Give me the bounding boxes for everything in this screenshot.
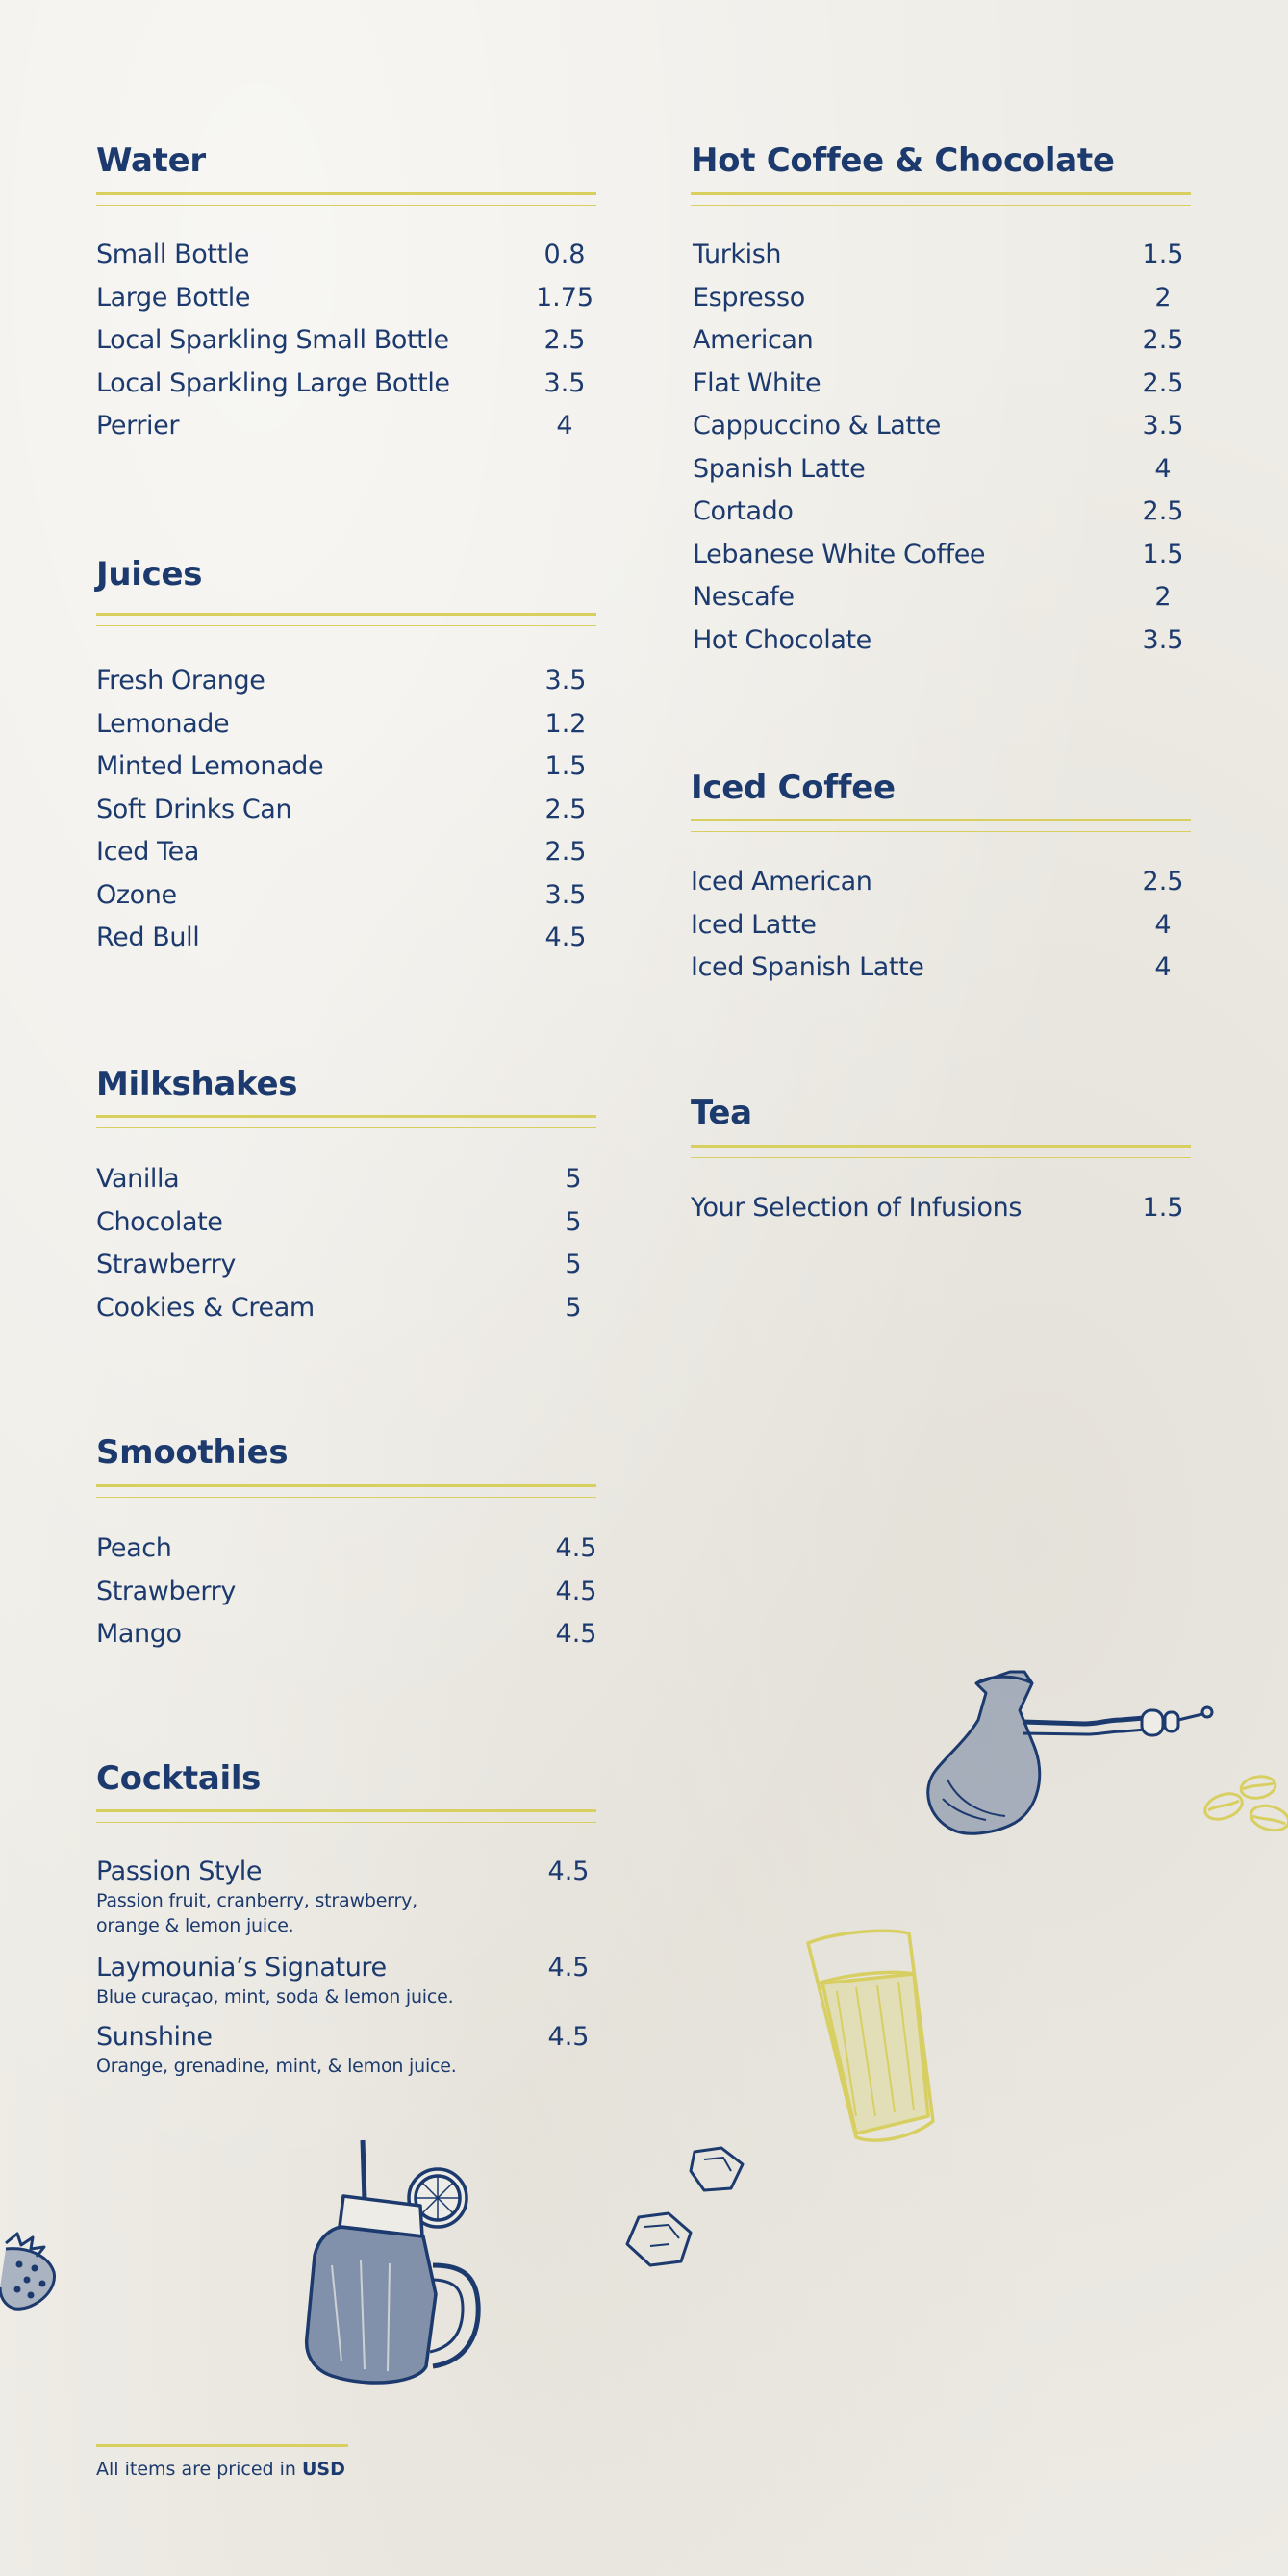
item-name: Spanish Latte — [693, 453, 866, 484]
section-juices — [96, 555, 596, 962]
item-price: 4 — [556, 411, 573, 441]
section-title: Water — [96, 141, 206, 180]
item-price: 4.5 — [555, 1576, 597, 1606]
coffee-beans-icon — [1193, 1770, 1288, 1837]
item-price: 4.5 — [547, 1856, 590, 1886]
menu-item — [96, 751, 596, 795]
item-name: Lebanese White Coffee — [693, 539, 986, 569]
item-name: Local Sparkling Large Bottle — [96, 367, 450, 398]
item-list — [691, 1193, 1191, 1236]
menu-item — [691, 910, 1191, 953]
item-price: 2.5 — [543, 325, 586, 355]
section-divider — [691, 819, 1191, 832]
item-name: Strawberry — [96, 1576, 236, 1606]
menu-item — [96, 1577, 596, 1620]
item-name: Nescafe — [693, 582, 795, 612]
item-name: Cookies & Cream — [96, 1292, 315, 1323]
item-price: 2.5 — [544, 837, 587, 867]
item-name: Turkish — [693, 240, 782, 269]
section-title: Tea — [691, 1094, 752, 1132]
menu-item — [96, 1856, 596, 1936]
menu-item — [96, 1953, 596, 2008]
item-name: Hot Chocolate — [693, 624, 871, 655]
item-price: 4 — [1154, 909, 1172, 940]
item-price: 3.5 — [544, 879, 587, 910]
item-name: Lemonade — [96, 708, 230, 739]
section-title: Milkshakes — [96, 1065, 298, 1103]
item-name: Red Bull — [96, 922, 200, 952]
section-divider — [691, 192, 1191, 206]
menu-item — [691, 368, 1191, 412]
item-name: Small Bottle — [96, 240, 250, 269]
item-name: Chocolate — [96, 1206, 223, 1237]
item-price: 3.5 — [1142, 411, 1184, 441]
item-name: Soft Drinks Can — [96, 794, 292, 824]
item-price: 1.5 — [1142, 1193, 1184, 1223]
menu-item — [691, 952, 1191, 996]
item-list — [96, 240, 596, 454]
item-name: Strawberry — [96, 1250, 236, 1279]
item-price: 2.5 — [544, 794, 587, 824]
menu-item — [691, 625, 1191, 669]
section-title: Juices — [96, 555, 203, 593]
menu-item — [96, 325, 596, 368]
item-list — [96, 1164, 596, 1335]
item-description: Passion fruit, cranberry, strawberry, — [96, 1890, 417, 1911]
menu-item — [96, 880, 596, 923]
item-price: 1.5 — [544, 751, 587, 781]
menu-item — [691, 582, 1191, 625]
item-price: 2 — [1154, 582, 1172, 612]
menu-item — [691, 867, 1191, 910]
item-name: Iced Latte — [691, 909, 817, 940]
section-cocktails — [96, 1759, 596, 2089]
pricing-note — [96, 2459, 345, 2480]
item-name: American — [693, 325, 814, 355]
item-price: 2.5 — [1142, 367, 1184, 398]
item-name: Espresso — [693, 282, 805, 313]
section-hot-coffee — [691, 141, 1191, 664]
section-smoothies — [96, 1433, 597, 1686]
menu-item — [96, 1207, 596, 1250]
menu-item — [691, 496, 1191, 540]
strawberry-icon — [0, 2230, 58, 2311]
item-price: 5 — [565, 1292, 582, 1323]
item-price: 4.5 — [555, 1619, 597, 1649]
menu-item — [96, 1164, 596, 1207]
ice-cubes-icon — [616, 2140, 760, 2289]
item-name: Vanilla — [96, 1164, 180, 1194]
item-list — [691, 867, 1191, 996]
menu-item — [691, 540, 1191, 583]
item-list — [96, 1856, 596, 2087]
item-name: Iced Tea — [96, 837, 200, 867]
item-name: Cappuccino & Latte — [693, 411, 942, 441]
item-price: 2 — [1154, 282, 1172, 313]
item-name: Mango — [96, 1619, 182, 1649]
item-price: 4.5 — [544, 922, 587, 952]
section-title: Iced Coffee — [691, 769, 896, 807]
menu-item — [96, 837, 596, 880]
pricing-note-text: All items are priced in — [96, 2459, 296, 2480]
item-name: Local Sparkling Small Bottle — [96, 325, 449, 355]
section-tea — [691, 1094, 1191, 1250]
menu-item — [691, 325, 1191, 368]
item-price: 2.5 — [1142, 867, 1184, 897]
item-name: Laymounia’s Signature — [96, 1953, 387, 1983]
item-name: Passion Style — [96, 1856, 263, 1886]
section-iced-coffee — [691, 771, 1191, 1002]
item-list — [96, 1533, 596, 1662]
item-name: Iced Spanish Latte — [691, 952, 924, 982]
item-price: 2.5 — [1142, 325, 1184, 355]
menu-item — [96, 1619, 596, 1662]
item-name: Sunshine — [96, 2022, 213, 2052]
item-name: Minted Lemonade — [96, 751, 324, 781]
item-price: 4.5 — [555, 1533, 597, 1563]
menu-item — [691, 411, 1191, 454]
item-price: 1.5 — [1142, 539, 1184, 569]
item-price: 1.5 — [1142, 240, 1184, 269]
item-price: 5 — [565, 1250, 582, 1279]
section-divider — [96, 1115, 596, 1128]
section-divider — [96, 192, 596, 206]
item-name: Flat White — [693, 367, 821, 398]
item-price: 2.5 — [1142, 496, 1184, 526]
menu-item — [96, 1250, 596, 1293]
item-description: Orange, grenadine, mint, & lemon juice. — [96, 2056, 457, 2077]
lemonade-glass-icon — [798, 1924, 943, 2155]
item-price: 1.75 — [535, 282, 594, 313]
menu-item — [96, 922, 596, 966]
item-list — [96, 666, 596, 966]
item-name: Cortado — [693, 496, 794, 526]
item-description-line-2: orange & lemon juice. — [96, 1915, 294, 1936]
item-price: 1.2 — [544, 708, 587, 739]
menu-item — [691, 240, 1191, 283]
menu-item — [96, 240, 596, 283]
footer-divider — [96, 2444, 348, 2447]
menu-item — [96, 368, 596, 412]
item-name: Iced American — [691, 867, 872, 897]
item-price: 0.8 — [543, 240, 586, 269]
section-title: Hot Coffee & Chocolate — [691, 141, 1115, 180]
section-title: Cocktails — [96, 1759, 262, 1798]
menu-item — [691, 1193, 1191, 1236]
item-name: Peach — [96, 1533, 172, 1563]
menu-item — [96, 795, 596, 838]
section-water — [96, 141, 596, 452]
section-divider — [96, 1809, 596, 1823]
item-price: 5 — [565, 1164, 582, 1194]
currency-label: USD — [301, 2459, 345, 2480]
section-divider — [96, 1484, 596, 1498]
item-name: Your Selection of Infusions — [691, 1193, 1022, 1223]
item-name: Fresh Orange — [96, 666, 265, 695]
section-milkshakes — [96, 1065, 596, 1356]
item-price: 5 — [565, 1206, 582, 1237]
menu-item — [691, 283, 1191, 326]
item-name: Large Bottle — [96, 282, 251, 313]
section-divider — [96, 613, 596, 626]
item-price: 4 — [1154, 453, 1172, 484]
item-price: 4 — [1154, 952, 1172, 982]
menu-item — [96, 1533, 596, 1577]
menu-item — [96, 2022, 596, 2077]
item-price: 3.5 — [544, 666, 587, 695]
menu-item — [96, 666, 596, 709]
menu-item — [96, 411, 596, 454]
turkish-coffee-pot-icon — [919, 1664, 1226, 1847]
item-name: Ozone — [96, 879, 177, 910]
menu-item — [96, 1293, 596, 1336]
mason-jar-drink-icon — [293, 2131, 486, 2400]
item-name: Perrier — [96, 411, 180, 441]
section-title: Smoothies — [96, 1433, 289, 1472]
item-price: 4.5 — [547, 2022, 590, 2052]
item-price: 3.5 — [1142, 624, 1184, 655]
item-description: Blue curaçao, mint, soda & lemon juice. — [96, 1986, 454, 2008]
item-price: 4.5 — [547, 1953, 590, 1983]
menu-item — [691, 454, 1191, 497]
menu-item — [96, 709, 596, 752]
section-divider — [691, 1145, 1191, 1158]
item-price: 3.5 — [543, 367, 586, 398]
item-list — [691, 240, 1191, 668]
menu-item — [96, 283, 596, 326]
